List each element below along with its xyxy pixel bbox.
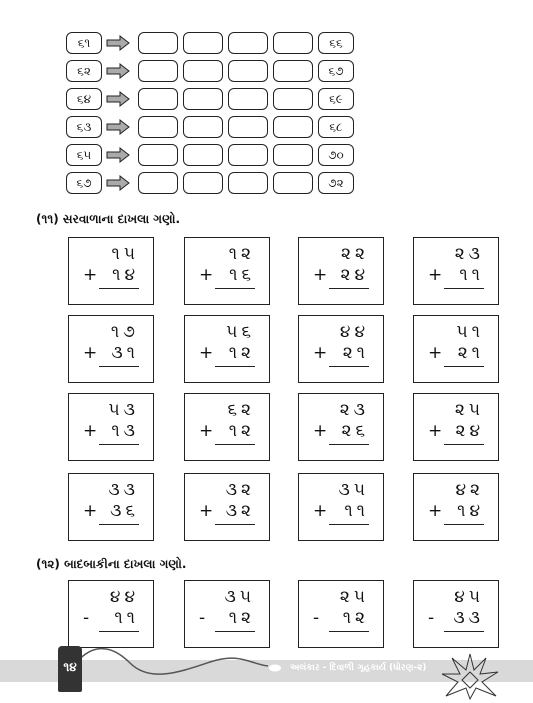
blank-answer-box[interactable] <box>138 60 178 82</box>
top-number: ૩૨ <box>225 480 255 500</box>
sequence-row <box>66 116 356 138</box>
sequence-start-number: ૬૧ <box>66 32 102 54</box>
operator-sign: + <box>83 501 98 521</box>
operator-sign: + <box>199 265 214 285</box>
operator-sign: - <box>199 608 206 628</box>
sequence-row <box>66 144 356 166</box>
blank-answer-box[interactable] <box>138 172 178 194</box>
top-number: ૪૫ <box>454 587 484 607</box>
bottom-number: ૧૪ <box>457 501 484 521</box>
blank-answer-box[interactable] <box>273 116 313 138</box>
sequence-start-number: ૬૭ <box>66 172 102 194</box>
addition-problem <box>298 315 384 383</box>
blank-answer-box[interactable] <box>138 116 178 138</box>
top-number: ૧૭ <box>110 322 139 342</box>
answer-line <box>444 288 484 289</box>
bottom-number: ૩૨ <box>225 501 255 521</box>
addition-problem <box>184 237 270 305</box>
bottom-number: ૧૧ <box>459 265 484 285</box>
blank-answer-box[interactable] <box>138 144 178 166</box>
addition-problem <box>413 393 499 461</box>
operator-sign: + <box>83 343 98 363</box>
right-arrow-icon <box>106 91 130 107</box>
addition-problem <box>413 237 499 305</box>
addition-problem <box>184 473 270 541</box>
page-number: ૧૪ <box>63 660 77 674</box>
answer-line <box>99 366 139 367</box>
operator-sign: + <box>313 265 328 285</box>
bottom-number: ૧૧ <box>114 608 139 628</box>
sequence-start-number: ૬૨ <box>66 60 102 82</box>
answer-line <box>215 631 255 632</box>
sequence-start-number: ૬૩ <box>66 116 102 138</box>
cloud-icon <box>268 663 282 672</box>
operator-sign: + <box>428 265 443 285</box>
answer-line <box>99 631 139 632</box>
bottom-number: ૨૧ <box>342 343 369 363</box>
answer-line <box>99 288 139 289</box>
blank-answer-box[interactable] <box>273 32 313 54</box>
answer-line <box>444 524 484 525</box>
section-11-heading: (૧૧) સરવાળાના દાખલા ગણો. <box>36 212 181 226</box>
addition-problem <box>184 393 270 461</box>
blank-answer-box[interactable] <box>183 32 223 54</box>
operator-sign: + <box>199 343 214 363</box>
top-number: ૨૫ <box>339 587 369 607</box>
operator-sign: + <box>199 501 214 521</box>
blank-answer-box[interactable] <box>228 88 268 110</box>
top-number: ૪૨ <box>455 480 484 500</box>
answer-line <box>99 444 139 445</box>
sequence-end-number: ૬૯ <box>318 88 354 110</box>
bottom-number: ૧૨ <box>228 421 255 441</box>
bottom-number: ૧૨ <box>342 608 369 628</box>
bottom-number: ૩૬ <box>110 501 139 521</box>
answer-line <box>215 524 255 525</box>
sequence-row <box>66 88 356 110</box>
blank-answer-box[interactable] <box>228 144 268 166</box>
bottom-number: ૩૧ <box>111 343 139 363</box>
bottom-number: ૧૪ <box>112 265 139 285</box>
operator-sign: + <box>428 421 443 441</box>
blank-answer-box[interactable] <box>273 88 313 110</box>
operator-sign: - <box>313 608 320 628</box>
top-number: ૪૪ <box>109 587 139 607</box>
blank-answer-box[interactable] <box>138 32 178 54</box>
operator-sign: + <box>428 343 443 363</box>
sequence-end-number: ૬૮ <box>318 116 354 138</box>
bottom-number: ૧૨ <box>228 608 255 628</box>
blank-answer-box[interactable] <box>138 88 178 110</box>
sequence-row <box>66 32 356 54</box>
addition-problem <box>413 473 499 541</box>
blank-answer-box[interactable] <box>273 60 313 82</box>
top-number: ૧૫ <box>111 244 139 264</box>
bottom-number: ૧૧ <box>344 501 369 521</box>
top-number: ૨૨ <box>341 244 369 264</box>
addition-problem <box>298 393 384 461</box>
answer-line <box>444 444 484 445</box>
blank-answer-box[interactable] <box>183 116 223 138</box>
top-number: ૩૩ <box>108 480 139 500</box>
right-arrow-icon <box>106 35 130 51</box>
top-number: ૩૫ <box>338 480 369 500</box>
bottom-number: ૧૬ <box>229 265 255 285</box>
answer-line <box>444 366 484 367</box>
blank-answer-box[interactable] <box>183 88 223 110</box>
top-number: ૫૬ <box>226 322 255 342</box>
answer-line <box>215 366 255 367</box>
addition-problem <box>184 315 270 383</box>
bottom-number: ૧૨ <box>228 343 255 363</box>
addition-problem <box>298 473 384 541</box>
top-number: ૧૨ <box>228 244 255 264</box>
sequence-end-number: ૭૦ <box>318 144 354 166</box>
blank-answer-box[interactable] <box>228 32 268 54</box>
addition-problem <box>298 237 384 305</box>
addition-problem <box>68 393 154 461</box>
blank-answer-box[interactable] <box>273 172 313 194</box>
top-number: ૫૩ <box>108 400 139 420</box>
blank-answer-box[interactable] <box>183 144 223 166</box>
answer-line <box>329 288 369 289</box>
operator-sign: - <box>83 608 90 628</box>
bottom-number: ૨૪ <box>455 421 484 441</box>
sequence-end-number: ૬૬ <box>318 32 354 54</box>
top-number: ૬૨ <box>227 400 255 420</box>
right-arrow-icon <box>106 119 130 135</box>
answer-line <box>329 444 369 445</box>
top-number: ૫૧ <box>456 322 484 342</box>
answer-line <box>329 366 369 367</box>
blank-answer-box[interactable] <box>183 172 223 194</box>
operator-sign: + <box>199 421 214 441</box>
right-arrow-icon <box>106 175 130 191</box>
right-arrow-icon <box>106 63 130 79</box>
blank-answer-box[interactable] <box>183 60 223 82</box>
answer-line <box>444 631 484 632</box>
addition-problem <box>68 473 154 541</box>
top-number: ૪૪ <box>339 322 369 342</box>
top-number: ૨૩ <box>339 400 369 420</box>
wire-decoration <box>70 638 270 678</box>
top-number: ૩૫ <box>224 587 255 607</box>
blank-answer-box[interactable] <box>228 116 268 138</box>
addition-problem <box>413 315 499 383</box>
sequence-start-number: ૬૫ <box>66 144 102 166</box>
answer-line <box>215 288 255 289</box>
answer-line <box>329 631 369 632</box>
subtraction-problem <box>298 580 384 648</box>
bottom-number: ૨૧ <box>457 343 484 363</box>
addition-problem <box>68 237 154 305</box>
sequence-start-number: ૬૪ <box>66 88 102 110</box>
answer-line <box>215 444 255 445</box>
operator-sign: + <box>313 343 328 363</box>
bottom-number: ૧૩ <box>111 421 139 441</box>
addition-problem <box>68 315 154 383</box>
sequence-row <box>66 172 356 194</box>
blank-answer-box[interactable] <box>228 172 268 194</box>
sequence-end-number: ૭૨ <box>318 172 354 194</box>
bottom-number: ૩૩ <box>453 608 484 628</box>
splash-decoration <box>440 652 500 700</box>
section-12-heading: (૧૨) બાદબાકીના દાખલા ગણો. <box>36 557 187 571</box>
footer-text: અલંકાર - દિવાળી ગૃહકાર્ય (ધોરણ-૨) <box>290 663 427 673</box>
sequence-end-number: ૬૭ <box>318 60 354 82</box>
answer-line <box>99 524 139 525</box>
bottom-number: ૨૬ <box>341 421 369 441</box>
bottom-number: ૨૪ <box>340 265 369 285</box>
operator-sign: + <box>313 501 328 521</box>
operator-sign: + <box>83 421 98 441</box>
operator-sign: + <box>428 501 443 521</box>
sequence-row <box>66 60 356 82</box>
answer-line <box>329 524 369 525</box>
right-arrow-icon <box>106 147 130 163</box>
operator-sign: + <box>83 265 98 285</box>
top-number: ૨૫ <box>454 400 484 420</box>
operator-sign: - <box>428 608 435 628</box>
subtraction-problem <box>413 580 499 648</box>
blank-answer-box[interactable] <box>273 144 313 166</box>
blank-answer-box[interactable] <box>228 60 268 82</box>
top-number: ૨૩ <box>454 244 484 264</box>
operator-sign: + <box>313 421 328 441</box>
